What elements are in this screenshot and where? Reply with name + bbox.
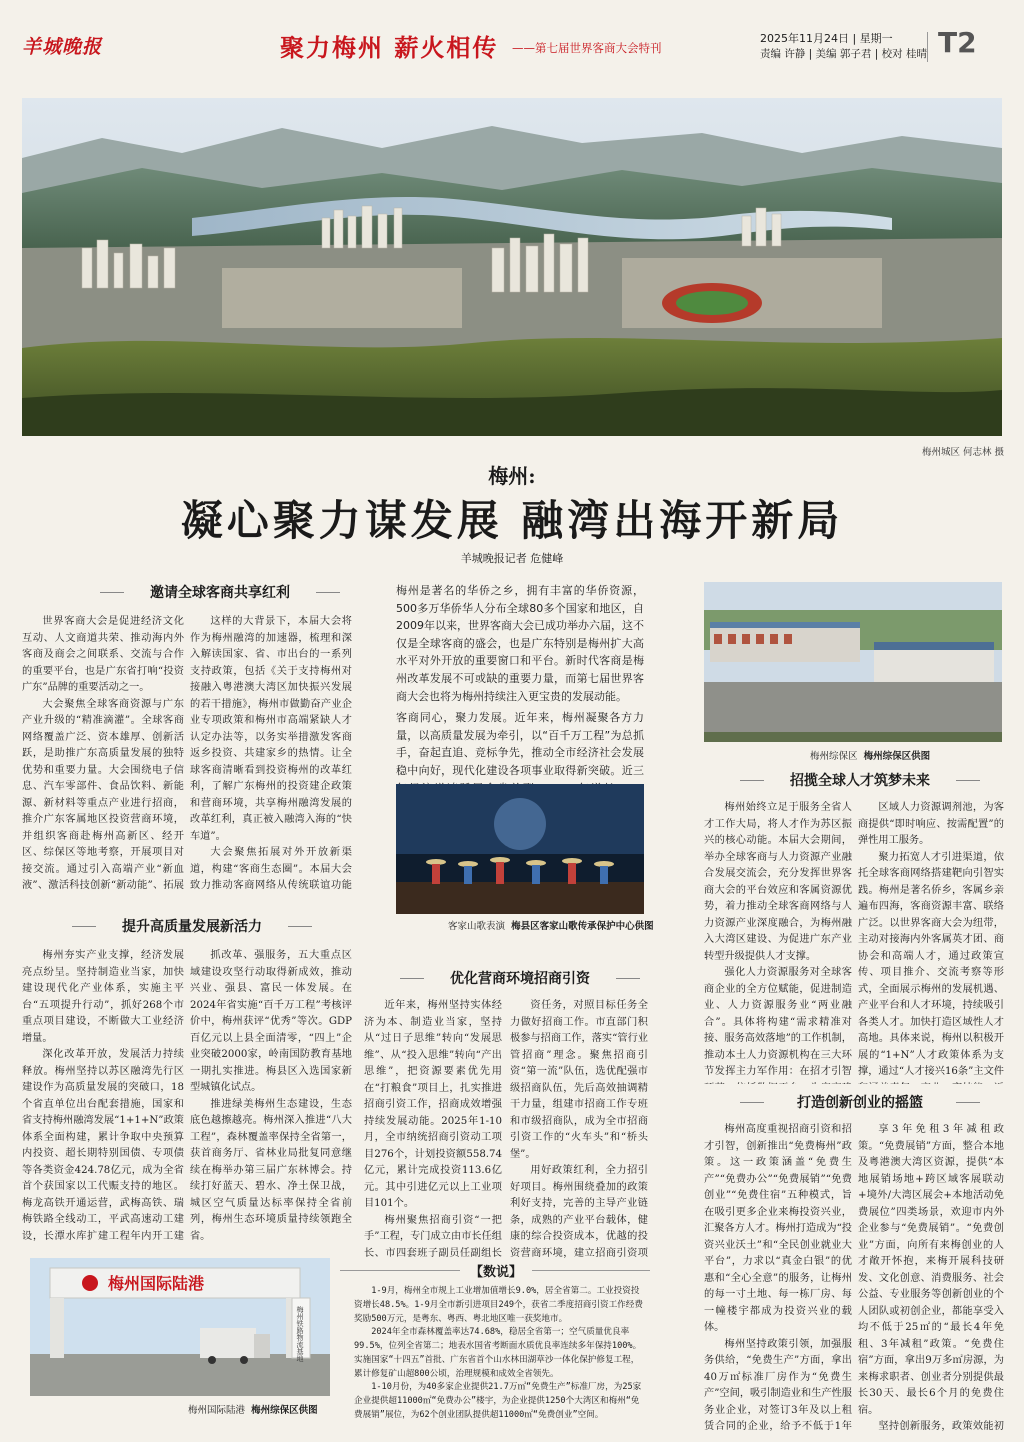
gate-sign-text: 梅州国际陆港 — [108, 1274, 205, 1293]
special-title: 聚力梅州 薪火相传 — [280, 33, 499, 62]
data-box-title: 【数说】 — [460, 1261, 532, 1280]
paragraph: 资任务，对照目标任务全力做好招商工作。市直部门积极参与招商工作，落实“管行业 管招商”理念。聚焦招商引资“第一流”队伍，选优配强市级招商队伍，先后高效抽调精干力量，组建市招商工作专班和市级招商队，成为全市招商引资工作的“火车头”和“桥头堡”。 — [510, 1000, 648, 1160]
photo-caption — [810, 748, 930, 762]
section2-column1 — [22, 948, 184, 1242]
section-heading: 优化营商环境招商引资 — [430, 968, 610, 988]
photo-caption — [188, 1402, 318, 1416]
paragraph: 梅州坚持政策引领，加强服务供给，“免费生产”方面，拿出40万㎡标准厂房作为“免费生产”空间，吸引制造业和生产性服务业企业，对签订3年及以上租赁合同的企业，给予不低于1年 — [704, 1338, 852, 1433]
paragraph: 近年来，梅州坚持实体经济为本、制造业当家，坚持从“过日子思维”转向“发展思维”、从“投入思维”转向“产出思维”，把资源要素优先用在“打粮食”项目上，扎实推进招商引资工作，招商成效增强持续发展动能。2025年1-10月，全市纳统招商引资动工项目276个，计划投资额558.74亿元，累计完成投资113.6亿元。其中引进亿元以上工业项目101个。 — [364, 1000, 502, 1210]
paragraph: 大会聚焦全球客商资源与广东产业升级的“精准滴灌”。全球客商网络覆盖广泛、资本雄厚、创新活跃，是助推广东高质量发展的独特优势和重要力量。大会围绕电子信息、汽车零部件、食品饮料、新能源、新材料等重点产业进行招商，推介广东客属地区投资营商环境，并组织客商赴梅州高新区、经开区、综保区等地考察，开展项目对接交流。通过引入高端产业“新血液”、激活科技创新“新动能”、拓展 — [22, 698, 184, 892]
land-port-gate-image — [30, 1258, 330, 1396]
photo-caption — [448, 918, 654, 932]
page-header — [22, 28, 1006, 68]
paragraph: 坚持创新服务，政策效能初 — [878, 1421, 1004, 1433]
page-number: T2 — [938, 26, 977, 59]
newspaper-logo: 羊城晚报 — [22, 36, 103, 58]
section-heading: 打造创新创业的摇篮 — [770, 1092, 950, 1112]
performance-photo — [396, 784, 644, 914]
paragraph: 享3年免租3年减租政策。“免费展销”方面，整合本地及粤港澳大湾区资源，提供“本地展销场地+跨区域客展联动+境外/大湾区展会+本地活动免费展位”四类场景，欢迎市内外企业参与“免费展销”。“免费创业”方面，向所有来梅创业的人才敞开怀抱，来梅开展科技研发、文化创意、消费服务、社会公益、专业服务等创新创业的个人团队或初创企业，都能享受入均不低于25㎡的“最长4年免租、3年减租”政策。“免费住宿”方面，拿出9万多㎡房源，为来梅求职者、创业者分别提供最长30天、最长6个月的免费住宿。 — [858, 1124, 1004, 1416]
article-byline: 羊城晚报记者 危健峰 — [460, 552, 564, 565]
paragraph: 聚力拓宽人才引进渠道，依托全球客商网络搭建靶向引智实践。梅州是著名侨乡，客属乡亲遍布四海，客商资源丰富、联络广泛。以世界客商大会为纽带，主动对接海内外客属英才团、商协会和高端人才，通过政策宣传、项目推介、交流考察等形式，全面展示梅州的发展机遇、产业平台和人才环境，持续吸引各类人才。加快打造区域性人才高地。具体来说，梅州以积极开展的“1+N”人才政策体系为支撑，通过“人才接兴16条”主文件 — [858, 851, 1004, 1078]
caption-credit: 梅县区客家山歌传承保护中心供图 — [511, 921, 654, 932]
section-heading: 提升高质量发展新活力 — [102, 916, 282, 936]
caption-credit: 梅州综保区供图 — [251, 1405, 318, 1416]
data-item: 1-10月份，为40多家企业提供21.7万㎡“免费生产”标准厂房，为25家企业提供超11000㎡“免费办公”楼宇，为企业提供1250个大湾区和梅州“免费展销”展位，为62个创业团队提供超11000㎡“免费创业”空间。 — [354, 1382, 642, 1420]
caption-label: 客家山歌表演 — [448, 921, 506, 932]
section4-column2 — [858, 800, 1004, 1084]
caption-label: 梅州综保区 — [810, 751, 858, 762]
paragraph: 世界客商大会是促进经济文化互动、人文商道共荣、推动海内外客商及商会之间联系、交流与合作的重要平台，也是广东省打响“投资广东”品牌的重要活动之一。 — [22, 616, 184, 694]
paragraph: 梅州高度重视招商引资和招才引智，创新推出“免费梅州”政策。这一政策涵盖“免费生产”“免费办公”“免费展销”“免费创业”“免费住宿”五种模式，旨在吸引更多企业来梅投资兴业，汇聚各方人才。梅州打造成为“投资兴业沃土”和“全民创业就业大平台”，力求以“真金白银”的优惠和“全心全意”的服务，让梅州的每一寸土地、每一栋厂房、每一幢楼宇都成为投资兴业的载体。 — [704, 1124, 852, 1334]
section3-column1 — [364, 998, 502, 1260]
caption-credit: 梅州综保区供图 — [863, 751, 931, 762]
section3-column2 — [510, 998, 648, 1260]
hero-photo-caption: 梅州城区 何志林 摄 — [922, 447, 1005, 458]
caption-label: 梅州国际陆港 — [188, 1405, 246, 1416]
section2-column2 — [190, 948, 352, 1242]
section-heading: 邀请全球客商共享红利 — [130, 582, 310, 602]
paragraph: 这样的大背景下，本届大会将作为梅州融湾的加速器，梳理和深入解读国家、省、市出台的一系列支持政策，包括《关于支持梅州对接融入粤港澳大湾区加快振兴发展的若干措施》，梅州市做勤奋产业企业专项政策和梅州市高端紧缺人才认定办法等，以务实举措激发客商返乡投资、共建家乡的热情。让全球客商清晰看到投资梅州的改革红利，了解广东梅州的投资建企政策和营商环境，共享梅州融湾发展的改革红利，真正被入融湾入海的“快车道”。 — [190, 616, 352, 842]
paragraph: 区域人力资源调剂池，为客商提供“即时响应、按需配置”的弹性用工服务。 — [858, 802, 1004, 847]
bonded-zone-photo — [704, 582, 1002, 742]
section5-column2 — [858, 1122, 1004, 1434]
lead-paragraph: 梅州是著名的华侨之乡，拥有丰富的华侨资源，500多万华侨华人分布全球80多个国家和地区，自2009年以来，世界客商大会已成功举办六届，这不仅是全球客商的盛会，也是广东特别是梅州扩大高水平对外开放的重要窗口和平台。新时代客商是梅州改革发展不可或缺的重要力量，而第七届世界客商大会也将为梅州持续注入更宝贵的发展动能。 — [396, 584, 644, 703]
article-headline: 凝心聚力谋发展 融湾出海开新局 — [180, 496, 844, 545]
paragraph: 用好政策红利，全力招引好项目。梅州围绕叠加的政策利好支持，完善的主导产业链条，成熟的产业平台载体，健康的综合投资成本，优越的投资营商环境，建立招商引资项 — [510, 1165, 648, 1259]
hero-photo — [22, 98, 1002, 436]
data-box-body — [354, 1285, 644, 1423]
land-port-photo — [30, 1258, 330, 1396]
section1-column1 — [22, 614, 184, 896]
data-item: 1-9月，梅州全市规上工业增加值增长9.0%，居全省第二。工业投资投资增长48.5%。1-9月全市新引进项目249个，获省二季度招商引资工作经费奖励500万元，是粤东、粤西、粤北地区唯一获奖地市。 — [354, 1286, 643, 1324]
lead-paragraph: 客商同心，聚力发展。近年来，梅州凝聚各方力量，以高质量发展为牵引，以“百千万工程”为总抓手，奋起直追、竞标争先，推动全市经济社会发展稳中向好，现代化建设各项事业取得新突破。近三 — [396, 711, 644, 777]
section1-column2 — [190, 614, 352, 896]
section-heading: 招揽全球人才筑梦未来 — [770, 770, 950, 790]
section4-column1 — [704, 800, 852, 1084]
article-kicker: 梅州: — [488, 464, 536, 488]
port-logo-icon — [82, 1275, 98, 1291]
issue-date: 2025年11月24日 | 星期一 — [760, 32, 893, 45]
paragraph: 抓改革、强服务，五大重点区域建设攻坚行动取得新成效，推动兴业、强县、富民一体发展。在2024年省实施“百千万工程”考核评价中，梅州获评“优秀”等次。GDP百亿元以上县全面清零，“四上”企业突破2000家，岭南国防教育基地一期扎实推进。梅县区入选国家新型城镇化试点。 — [190, 950, 352, 1094]
gate-side-text: 梅州铁路物流基地 — [296, 1306, 304, 1362]
hakka-song-performance-image — [396, 784, 644, 914]
special-subtitle: ——第七届世界客商大会特刊 — [512, 41, 662, 55]
paragraph: 大会聚焦拓展对外开放新渠道，构建“客商生态圈”。本届大会致力推动客商网络从传统联谊功能 — [190, 847, 352, 892]
section5-column1 — [704, 1122, 852, 1434]
divider — [927, 32, 928, 62]
bonded-zone-image — [704, 582, 1002, 742]
paragraph: 强化人力资源服务对全球客商企业的全方位赋能，促进制造业、人力资源服务业“两业融合”。具体将构建“需求精准对接、服务高效落地”的工作机制，推动本土人力资源机构在三大环节发挥主力军作用：在招才引智 — [704, 967, 852, 1078]
paragraph: 梅州夯实产业支撑，经济发展亮点纷呈。坚持制造业当家，加快建设现代化产业体系，实施主平台“五项提升行动”，抓好268个市重点项目建设，不断做大工业经济增量。 — [22, 950, 184, 1044]
paragraph: 梅州始终立足于服务全省人才工作大局，将人才作为苏区振兴的核心动能。本届大会期间，举办全球客商与人力资源产业融合发展交流会，充分发挥世界客商大会的平台效应和客属资源优势，着力推动全球客商网络与人力资源产业深度融合，为梅州融入大湾区建设、为促进广东产业转型升级提供人才支撑。 — [704, 802, 852, 962]
data-box — [340, 1265, 650, 1420]
city-panorama-image — [22, 98, 1002, 436]
editor-credits: 责编 许静 | 美编 郭子君 | 校对 桂晴 — [760, 48, 927, 60]
paragraph: 梅州聚焦招商引资“一把手”工程，专门成立由市长任组长、市四套班子副员任副组长 — [364, 1214, 502, 1259]
data-item: 2024年全市森林覆盖率达74.68%，稳居全省第一；空气质量优良率99.5%，位列全省第二；地表水国省考断面水质优良率连续多年保持100%。实施国家“十四五”首批、广东省首个山水林田湖草沙一体化保护修复工程，累计修复矿山超800公顷，治理规模和成效全省领先。 — [354, 1327, 642, 1379]
paragraph: 深化改革开放，发展活力持续释放。梅州坚持以苏区融湾先行区建设作为高质量发展的突破口，18个省直单位出台配套措施，国家和省支持梅州融湾发展“1+1+N”政策体系全面构建，累计争取中央预算内投资、超长期特别国债、专项债等各类资金424.78亿元，成为全省首个获国家以工代赈支持的地区。梅龙高铁开通运营，武梅高铁、瑞梅铁路全线动工，平武高速动工建设，长潭水库扩建工程年内开工建 — [22, 1049, 184, 1242]
paragraph: 推进绿美梅州生态建设，生态底色越擦越亮。梅州深入推进“八大工程”，森林覆盖率保持全省第一，获首商务厅、省林业局批复同意继续在梅举办第三届广东林博会。持续打好蓝天、碧水、净土保卫战，城区空气质量达标率保持全省前列，梅州生态环境质量持续领跑全省。 — [190, 1098, 352, 1242]
